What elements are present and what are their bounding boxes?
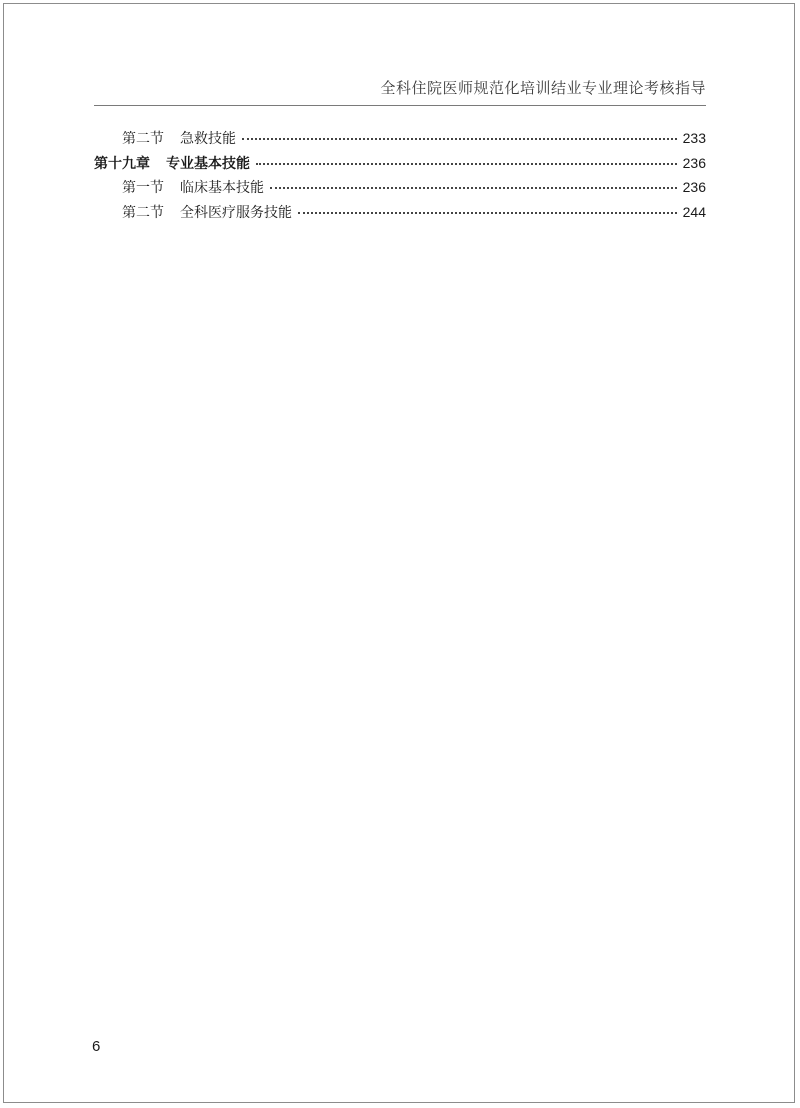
toc-entry-number: 第十九章 <box>94 155 150 172</box>
toc-entry-page: 244 <box>682 203 706 220</box>
table-of-contents <box>94 128 706 226</box>
dot-leader <box>270 187 677 189</box>
toc-entry-label <box>122 128 236 148</box>
toc-entry-number: 第一节 <box>122 180 164 196</box>
toc-entry-label <box>122 177 264 197</box>
toc-entry-page: 233 <box>682 130 706 146</box>
page-number: 6 <box>92 1038 101 1055</box>
toc-entry-title: 专业基本技能 <box>166 155 250 172</box>
toc-entry-title: 临床基本技能 <box>180 180 264 196</box>
dot-leader <box>256 163 677 165</box>
toc-entry-title: 全科医疗服务技能 <box>180 204 292 221</box>
toc-entry-label <box>122 202 292 222</box>
dot-leader <box>298 212 677 214</box>
toc-entry[interactable] <box>94 177 706 202</box>
toc-entry[interactable] <box>94 202 706 227</box>
dot-leader <box>242 138 677 140</box>
toc-entry-page: 236 <box>682 179 706 195</box>
running-header: 全科住院医师规范化培训结业专业理论考核指导 <box>380 79 706 97</box>
header-rule <box>94 105 706 106</box>
toc-entry-chapter[interactable] <box>94 153 706 178</box>
toc-entry-title: 急救技能 <box>180 131 236 147</box>
toc-entry-label <box>94 153 250 173</box>
toc-entry-number: 第二节 <box>122 204 164 221</box>
toc-entry-page: 236 <box>682 154 706 171</box>
toc-entry[interactable] <box>94 128 706 153</box>
toc-entry-number: 第二节 <box>122 131 164 147</box>
